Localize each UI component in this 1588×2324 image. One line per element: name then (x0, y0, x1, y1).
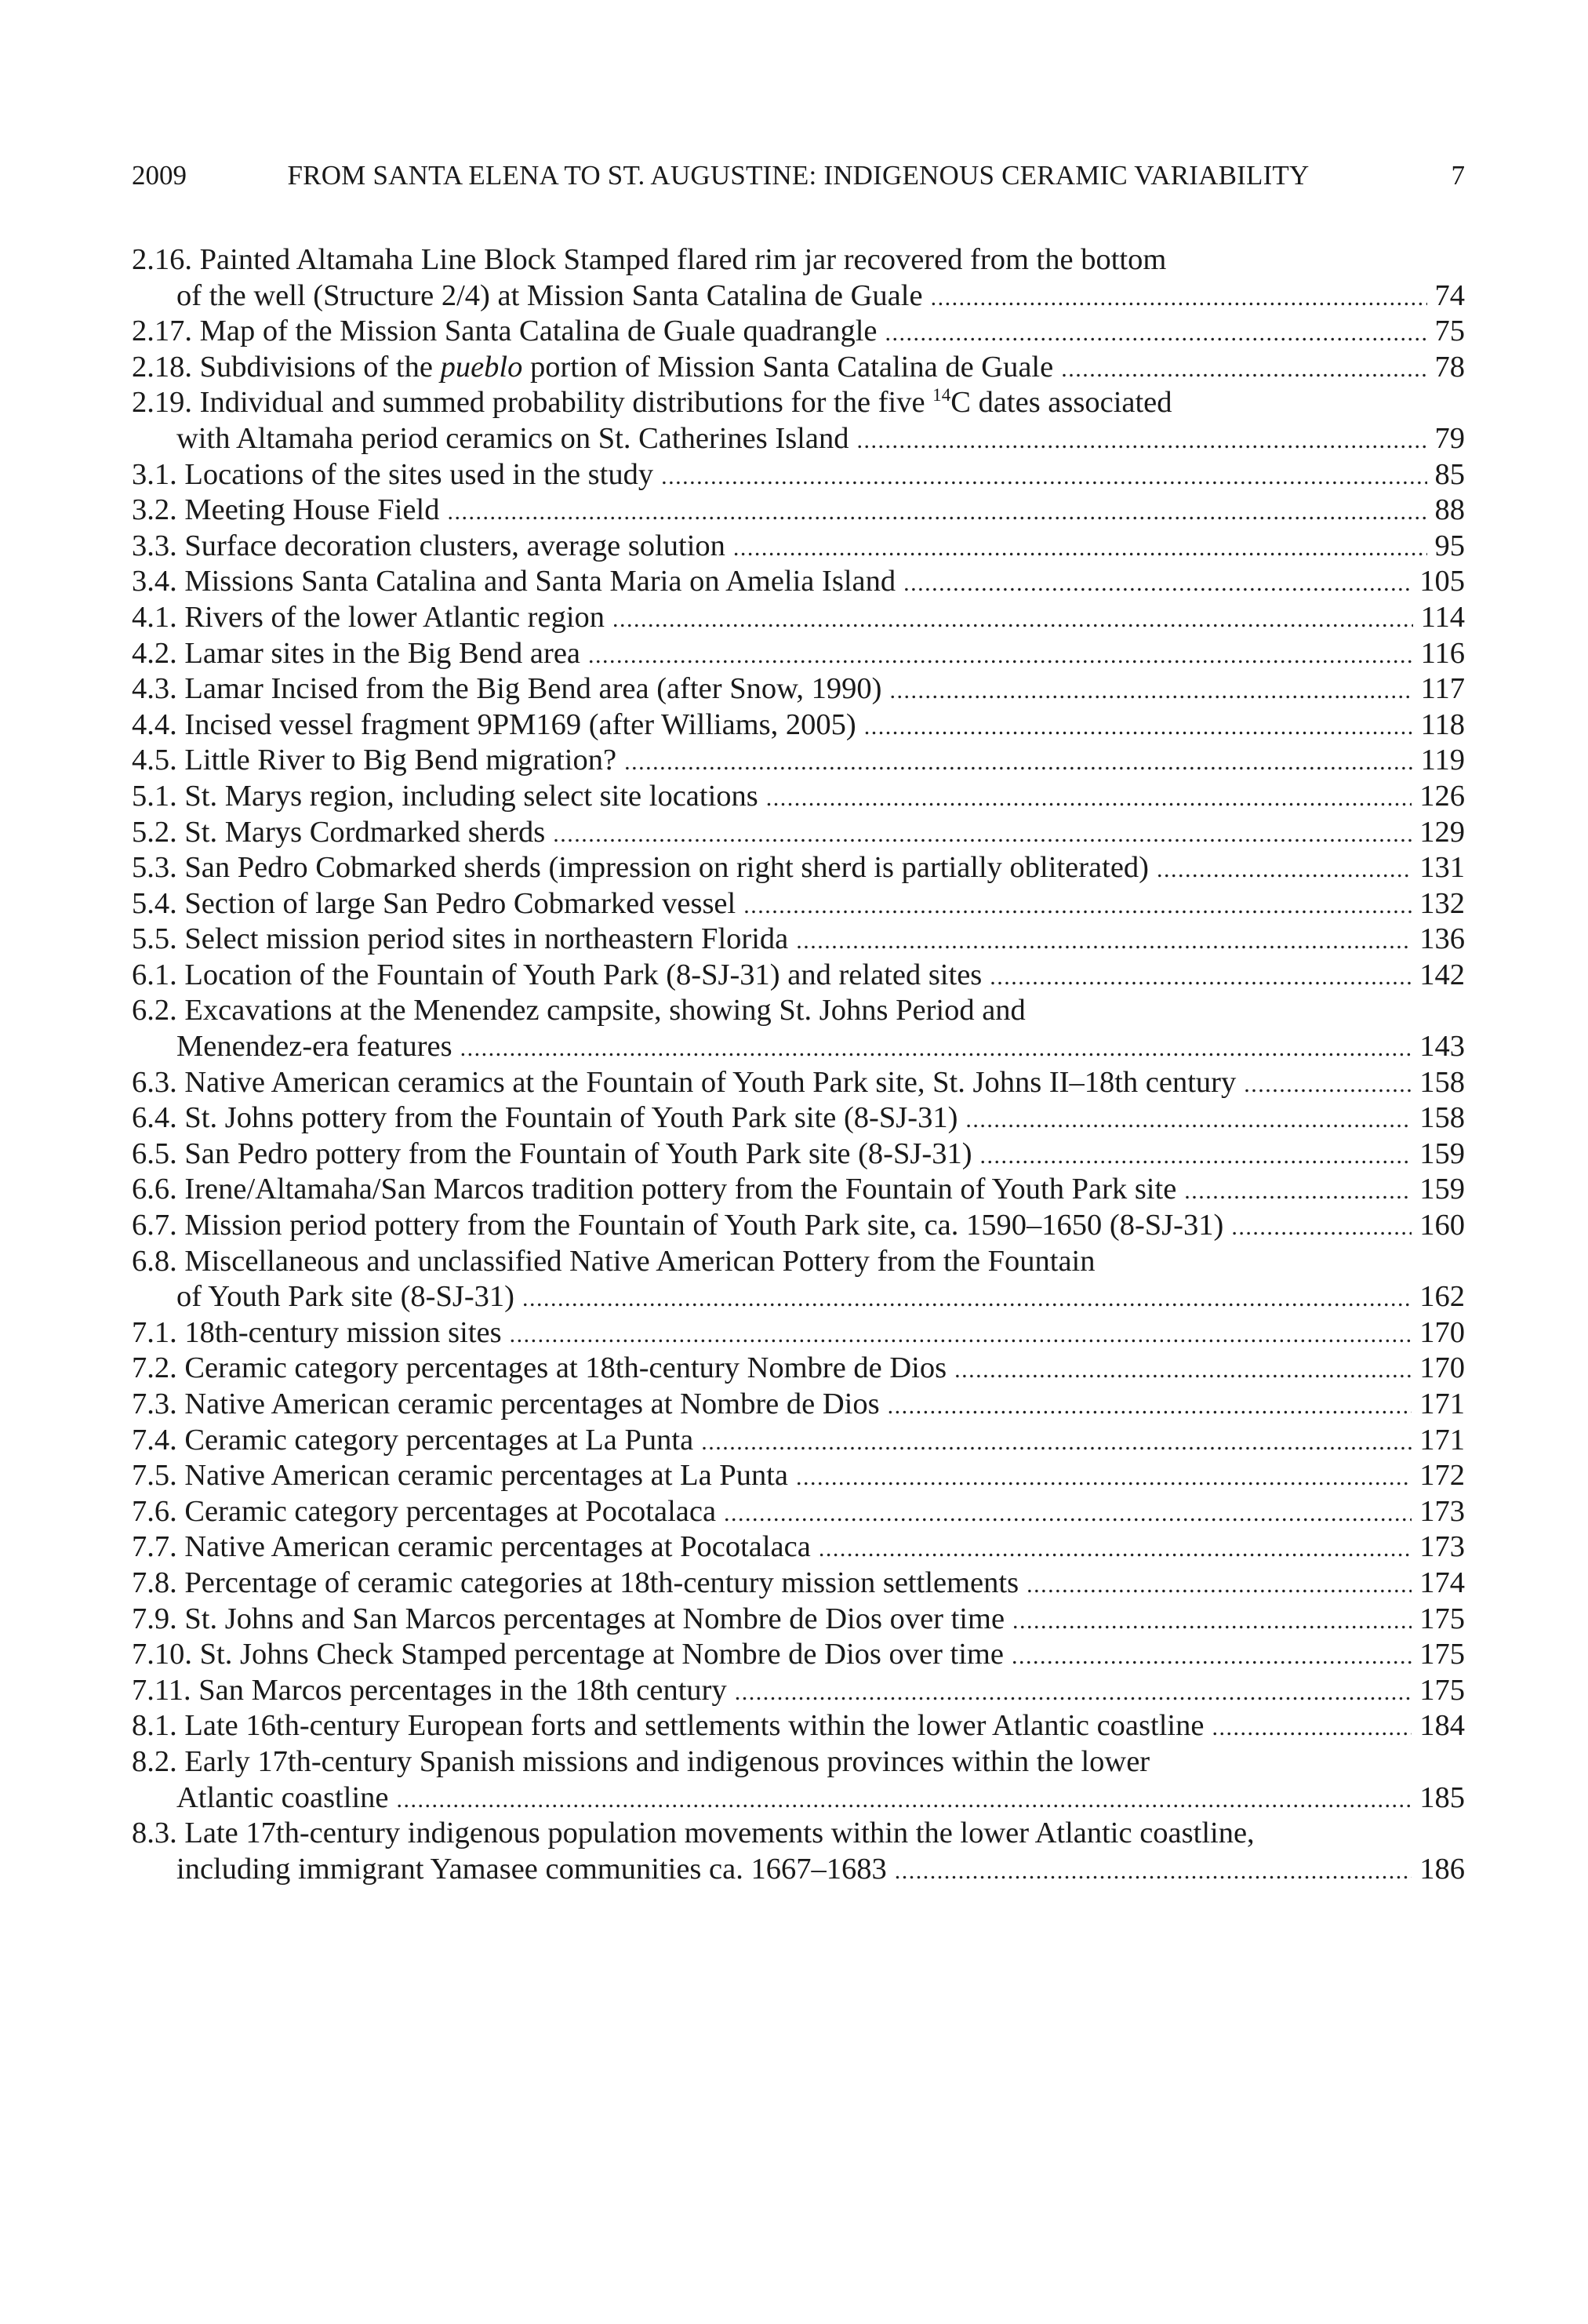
figure-entry-line (132, 1458, 1465, 1494)
figure-entry (132, 1172, 1465, 1208)
figure-entry (132, 1351, 1465, 1387)
figure-entry (132, 600, 1465, 636)
figure-page-number: 119 (1420, 744, 1465, 777)
dot-leader (510, 1317, 1412, 1351)
figure-entry (132, 743, 1465, 779)
figure-entry-line (132, 529, 1465, 565)
figure-page-number: 158 (1419, 1101, 1465, 1135)
figure-entry (132, 779, 1465, 815)
figure-entry (132, 1387, 1465, 1423)
figure-caption: 7.8. Percentage of ceramic categories at 18th-century mission settlements (132, 1566, 1019, 1599)
figure-caption: 2.17. Map of the Mission Santa Catalina de Guale quadrangle (132, 315, 878, 348)
figure-caption: 7.7. Native American ceramic percentages at Pocotalaca (132, 1530, 811, 1564)
figure-page-number: 136 (1419, 922, 1465, 956)
dot-leader (888, 1388, 1412, 1423)
figure-entry-line (132, 1673, 1465, 1709)
figure-entry-line (132, 1423, 1465, 1459)
dot-leader (766, 780, 1412, 815)
figure-entry (132, 1423, 1465, 1459)
figure-page-number: 74 (1434, 278, 1465, 312)
figure-page-number: 175 (1419, 1602, 1465, 1635)
figure-page-number: 117 (1420, 672, 1465, 706)
dot-leader (553, 816, 1412, 851)
dot-leader (733, 530, 1427, 565)
figure-entry-line (132, 886, 1465, 922)
figure-caption: 3.4. Missions Santa Catalina and Santa Maria on Amelia Island (132, 565, 896, 598)
figure-entry-line (132, 850, 1465, 886)
figure-entry (132, 850, 1465, 886)
dot-leader (522, 1281, 1412, 1315)
figure-entry-line (132, 600, 1465, 636)
figure-caption: 7.9. St. Johns and San Marcos percentages at Nombre de Dios over time (132, 1602, 1005, 1635)
figure-caption: 4.3. Lamar Incised from the Big Bend area (after Snow, 1990) (132, 672, 882, 706)
dot-leader (396, 1782, 1412, 1817)
dot-leader (796, 1460, 1412, 1494)
figure-entry-line (132, 707, 1465, 744)
dot-leader (903, 566, 1412, 600)
figure-page-number: 162 (1419, 1280, 1465, 1314)
figure-page-number: 174 (1419, 1566, 1465, 1599)
figure-entry-line (132, 1387, 1465, 1423)
dot-leader (1012, 1638, 1412, 1673)
figure-entry-line (132, 457, 1465, 493)
figure-page-number: 158 (1419, 1065, 1465, 1099)
dot-leader (1027, 1567, 1412, 1602)
figure-caption: 7.11. San Marcos percentages in the 18th century (132, 1673, 727, 1707)
dot-leader (661, 459, 1426, 493)
figure-entry-line (132, 1744, 1465, 1780)
figure-caption: 7.6. Ceramic category percentages at Pocotalaca (132, 1494, 717, 1528)
dot-leader (624, 744, 1413, 779)
figure-entry-line (132, 1566, 1465, 1602)
figure-entry-line (132, 1351, 1465, 1387)
figure-caption: 6.6. Irene/Altamaha/San Marcos tradition pottery from the Fountain of Youth Park site (132, 1173, 1177, 1206)
figure-caption: 4.2. Lamar sites in the Big Bend area (132, 636, 580, 670)
figure-entry (132, 886, 1465, 922)
figure-entry (132, 457, 1465, 493)
dot-leader (1012, 1603, 1412, 1638)
figure-caption: 2.16. Painted Altamaha Line Block Stamped flared rim jar recovered from the bottom (132, 243, 1167, 276)
figure-entry (132, 671, 1465, 707)
figure-page-number: 159 (1419, 1173, 1465, 1206)
figure-caption: 7.5. Native American ceramic percentages at La Punta (132, 1459, 788, 1493)
figure-entry-line (132, 1208, 1465, 1244)
figure-page-number: 160 (1419, 1209, 1465, 1242)
dot-leader (980, 1138, 1412, 1173)
figure-page-number: 131 (1419, 851, 1465, 885)
figure-entry (132, 1315, 1465, 1351)
figure-entry-line (132, 1816, 1465, 1852)
figure-entry-line (132, 779, 1465, 815)
figure-entry (132, 314, 1465, 350)
figure-page-number: 75 (1434, 315, 1465, 348)
figure-caption: 7.10. St. Johns Check Stamped percentage at Nombre de Dios over time (132, 1638, 1004, 1671)
figure-page-number: 170 (1419, 1315, 1465, 1349)
figure-caption: 6.1. Location of the Fountain of Youth Park (8-SJ-31) and related sites (132, 958, 983, 991)
figure-entry (132, 1137, 1465, 1173)
figure-entry-line (132, 493, 1465, 529)
figure-caption: 2.18. Subdivisions of the pueblo portion of Mission Santa Catalina de Guale (132, 350, 1054, 384)
dot-leader (931, 280, 1427, 315)
figure-entry (132, 815, 1465, 851)
figure-page-number: 171 (1419, 1387, 1465, 1420)
dot-leader (856, 423, 1426, 457)
figure-page-number: 114 (1420, 600, 1465, 634)
dot-leader (1231, 1209, 1412, 1244)
figure-caption: of Youth Park site (8-SJ-31) (176, 1280, 515, 1314)
figure-entry (132, 636, 1465, 672)
figure-page-number: 95 (1434, 529, 1465, 562)
figure-entry-line (132, 242, 1465, 278)
dot-leader (864, 709, 1413, 744)
figure-entry-line (132, 1852, 1465, 1888)
figure-page-number: 173 (1419, 1494, 1465, 1528)
dot-leader (701, 1424, 1412, 1459)
figure-entry-line (132, 922, 1465, 958)
dot-leader (1212, 1710, 1412, 1744)
figure-caption: of the well (Structure 2/4) at Mission Santa Catalina de Guale (176, 278, 923, 312)
figure-entry-line (132, 1029, 1465, 1065)
figure-caption: 4.1. Rivers of the lower Atlantic region (132, 600, 605, 634)
figure-caption: 8.1. Late 16th-century European forts and settlements within the lower Atlantic coastline (132, 1709, 1205, 1743)
figure-entry-line (132, 1602, 1465, 1638)
figure-caption: 5.3. San Pedro Cobmarked sherds (impression on right sherd is partially obliterated) (132, 851, 1149, 885)
figure-page-number: 85 (1434, 457, 1465, 491)
dot-leader (1184, 1173, 1412, 1208)
dot-leader (885, 315, 1427, 350)
figure-caption: 6.5. San Pedro pottery from the Fountain of Youth Park site (8-SJ-31) (132, 1137, 972, 1170)
figure-entry-line (132, 1315, 1465, 1351)
figure-caption: 8.3. Late 17th-century indigenous population movements within the lower Atlantic coastline, (132, 1817, 1255, 1850)
figure-page-number: 143 (1419, 1030, 1465, 1064)
figure-page-number: 78 (1434, 350, 1465, 384)
dot-leader (990, 959, 1412, 994)
figure-caption: 3.3. Surface decoration clusters, average solution (132, 529, 725, 562)
figure-caption: 7.3. Native American ceramic percentages at Nombre de Dios (132, 1387, 880, 1420)
figure-caption: 6.3. Native American ceramics at the Fountain of Youth Park site, St. Johns II–18th century (132, 1065, 1237, 1099)
header-year: 2009 (132, 160, 187, 191)
figure-entry (132, 1208, 1465, 1244)
figure-entry (132, 1744, 1465, 1816)
dot-leader (447, 494, 1426, 529)
figure-entry (132, 1244, 1465, 1315)
figure-entry-line (132, 1494, 1465, 1530)
figure-caption: 6.8. Miscellaneous and unclassified Native American Pottery from the Fountain (132, 1244, 1096, 1278)
figure-caption: 7.4. Ceramic category percentages at La Punta (132, 1423, 694, 1457)
figure-entry-line (132, 421, 1465, 457)
list-of-figures (132, 242, 1465, 1887)
figure-entry-line (132, 1244, 1465, 1280)
figure-entry-line (132, 958, 1465, 994)
figure-entry-line (132, 1637, 1465, 1673)
figure-caption: 4.5. Little River to Big Bend migration? (132, 744, 617, 777)
figure-caption: 5.1. St. Marys region, including select site locations (132, 779, 758, 813)
figure-page-number: 142 (1419, 958, 1465, 991)
figure-entry-line (132, 278, 1465, 315)
figure-page-number: 173 (1419, 1530, 1465, 1564)
figure-entry (132, 1494, 1465, 1530)
dot-leader (1061, 351, 1426, 386)
figure-entry (132, 1637, 1465, 1673)
figure-entry (132, 529, 1465, 565)
figure-page-number: 126 (1419, 779, 1465, 813)
figure-caption: 3.2. Meeting House Field (132, 493, 440, 527)
header-page-number: 7 (1451, 160, 1465, 191)
figure-page-number: 175 (1419, 1673, 1465, 1707)
dot-leader (460, 1031, 1412, 1065)
figure-entry (132, 958, 1465, 994)
figure-caption: 2.19. Individual and summed probability distributions for the five $^{14}$C dates associated (132, 385, 1172, 420)
running-header (132, 157, 1465, 195)
dot-leader (796, 923, 1412, 958)
figure-entry (132, 1065, 1465, 1101)
dot-leader (954, 1352, 1412, 1387)
figure-caption: 5.2. St. Marys Cordmarked sherds (132, 815, 546, 849)
figure-entry-line (132, 671, 1465, 707)
figure-entry (132, 1602, 1465, 1638)
figure-entry-line (132, 1065, 1465, 1101)
dot-leader (1244, 1067, 1412, 1101)
figure-page-number: 118 (1420, 707, 1465, 741)
figure-caption: 4.4. Incised vessel fragment 9PM169 (after Williams, 2005) (132, 707, 856, 741)
figure-entry (132, 1529, 1465, 1566)
figure-entry-line (132, 1780, 1465, 1817)
dot-leader (819, 1531, 1412, 1566)
figure-entry-line (132, 1529, 1465, 1566)
figure-entry (132, 1458, 1465, 1494)
figure-entry (132, 1673, 1465, 1709)
figure-page-number: 184 (1419, 1709, 1465, 1743)
figure-page-number: 185 (1419, 1780, 1465, 1814)
figure-entry (132, 493, 1465, 529)
header-title: FROM SANTA ELENA TO ST. AUGUSTINE: INDIGENOUS CERAMIC VARIABILITY (287, 160, 1310, 191)
figure-entry-line (132, 1279, 1465, 1315)
figure-entry-line (132, 993, 1465, 1029)
figure-caption: 7.2. Ceramic category percentages at 18th-century Nombre de Dios (132, 1351, 947, 1385)
figure-entry (132, 350, 1465, 386)
figure-page-number: 79 (1434, 421, 1465, 455)
figure-entry-line (132, 564, 1465, 600)
figure-entry (132, 1566, 1465, 1602)
dot-leader (743, 888, 1412, 922)
figure-caption: 3.1. Locations of the sites used in the study (132, 457, 654, 491)
dot-leader (612, 602, 1413, 636)
figure-page-number: 129 (1419, 815, 1465, 849)
figure-entry (132, 1100, 1465, 1137)
figure-entry (132, 1816, 1465, 1887)
figure-entry-line (132, 385, 1465, 421)
figure-page-number: 175 (1419, 1638, 1465, 1671)
figure-caption: 8.2. Early 17th-century Spanish missions and indigenous provinces within the lower (132, 1744, 1150, 1778)
dot-leader (1157, 852, 1412, 886)
figure-entry-line (132, 1137, 1465, 1173)
figure-caption: Atlantic coastline (176, 1780, 389, 1814)
figure-page-number: 171 (1419, 1423, 1465, 1457)
figure-caption: including immigrant Yamasee communities ca. 1667–1683 (176, 1852, 887, 1886)
figure-entry (132, 1708, 1465, 1744)
figure-entry-line (132, 314, 1465, 350)
figure-entry-line (132, 1172, 1465, 1208)
figure-entry-line (132, 1708, 1465, 1744)
figure-caption: 5.5. Select mission period sites in northeastern Florida (132, 922, 789, 956)
figure-page-number: 132 (1419, 886, 1465, 920)
figure-entry (132, 564, 1465, 600)
figure-caption: 6.2. Excavations at the Menendez campsite, showing St. Johns Period and (132, 994, 1026, 1027)
dot-leader (965, 1102, 1412, 1137)
dot-leader (588, 638, 1413, 672)
figure-entry-line (132, 743, 1465, 779)
figure-page-number: 88 (1434, 493, 1465, 527)
figure-entry-line (132, 815, 1465, 851)
dot-leader (895, 1853, 1412, 1888)
figure-entry-line (132, 1100, 1465, 1137)
figure-page-number: 170 (1419, 1351, 1465, 1385)
figure-page-number: 186 (1419, 1852, 1465, 1886)
figure-caption: 6.7. Mission period pottery from the Fountain of Youth Park site, ca. 1590–1650 (8-SJ-31) (132, 1209, 1224, 1242)
figure-entry (132, 993, 1465, 1064)
figure-caption: 7.1. 18th-century mission sites (132, 1315, 502, 1349)
dot-leader (735, 1675, 1412, 1709)
figure-caption: 6.4. St. Johns pottery from the Fountain of Youth Park site (8-SJ-31) (132, 1101, 958, 1135)
figure-entry-line (132, 636, 1465, 672)
figure-page-number: 116 (1420, 636, 1465, 670)
figure-caption: with Altamaha period ceramics on St. Catherines Island (176, 421, 849, 455)
dot-leader (889, 673, 1412, 707)
figure-page-number: 172 (1419, 1459, 1465, 1493)
figure-page-number: 159 (1419, 1137, 1465, 1170)
figure-entry (132, 707, 1465, 744)
figure-entry-line (132, 350, 1465, 386)
dot-leader (724, 1496, 1412, 1530)
figure-page-number: 105 (1419, 565, 1465, 598)
figure-entry (132, 385, 1465, 456)
figure-entry (132, 922, 1465, 958)
figure-entry (132, 242, 1465, 314)
figure-caption: 5.4. Section of large San Pedro Cobmarked vessel (132, 886, 736, 920)
figure-caption: Menendez-era features (176, 1030, 452, 1064)
